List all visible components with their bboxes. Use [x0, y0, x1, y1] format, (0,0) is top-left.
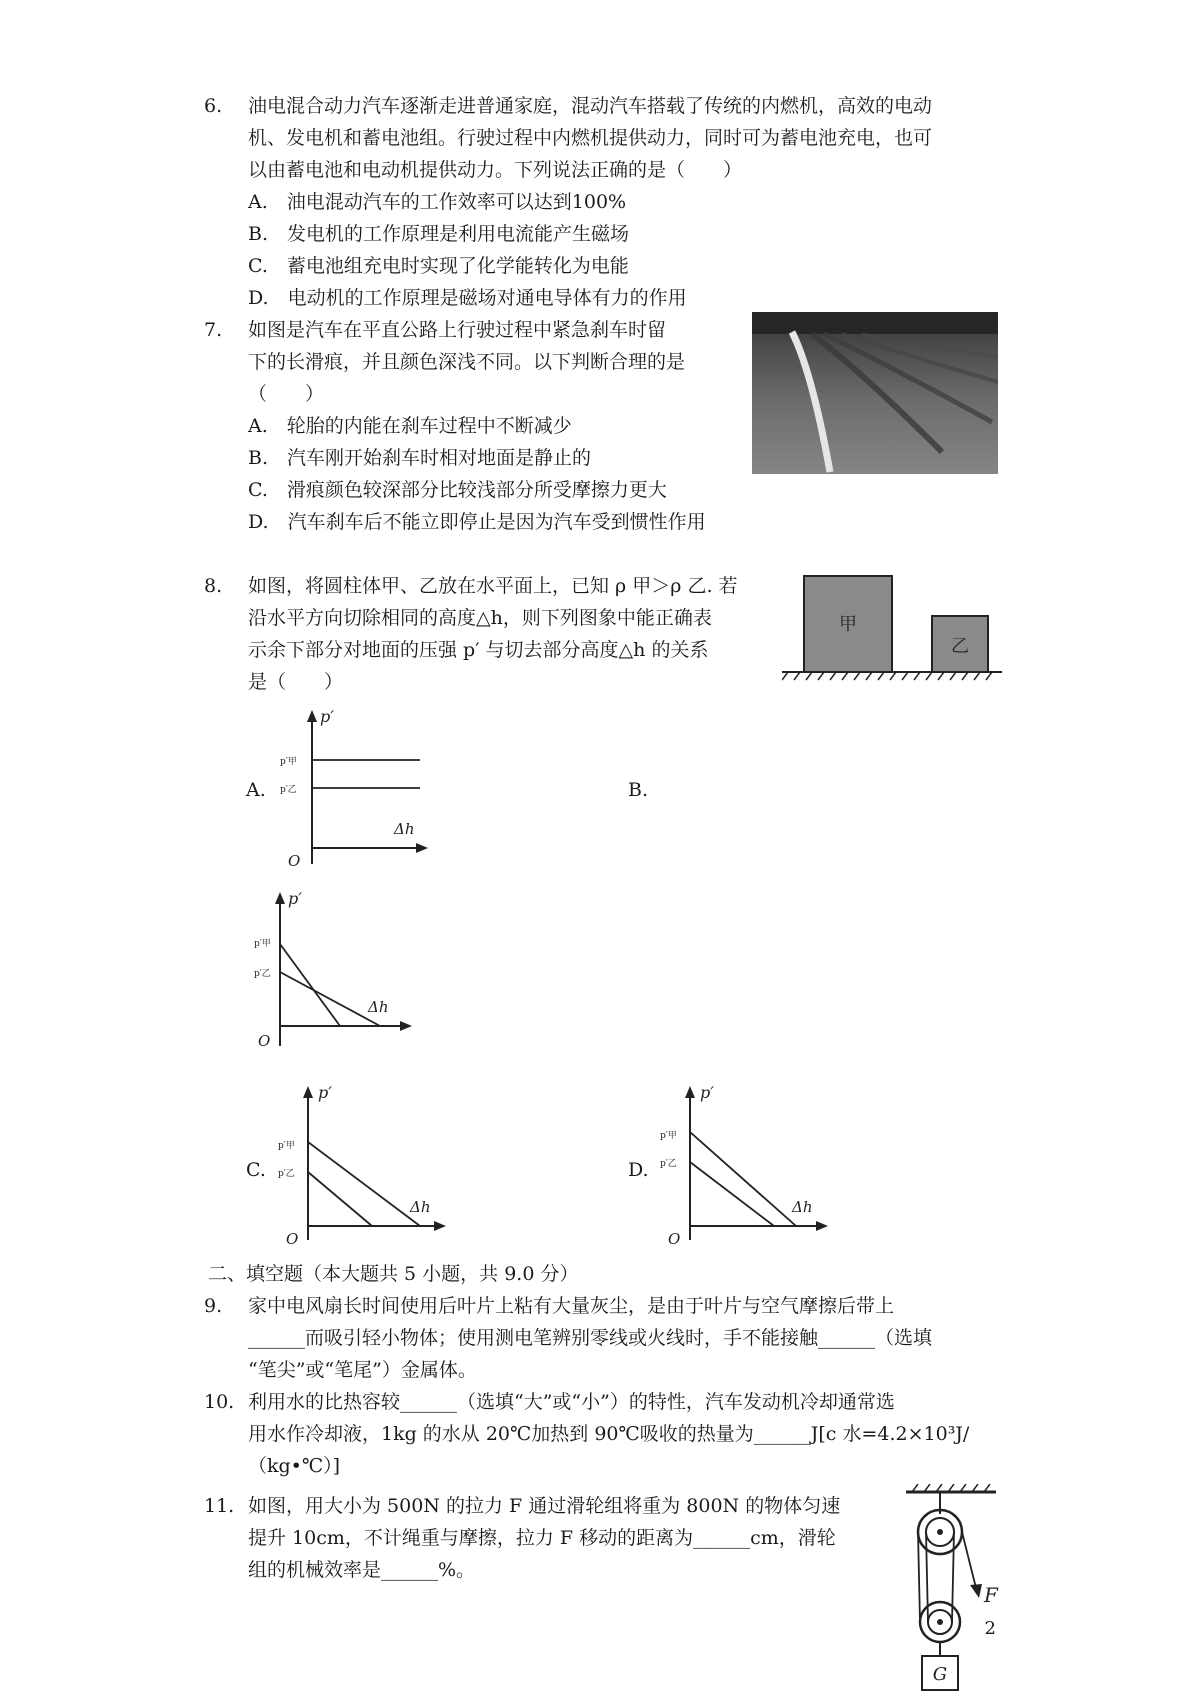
q11-line-1: 如图，用大小为 500N 的拉力 F 通过滑轮组将重为 800N 的物体匀速	[248, 1495, 841, 1517]
q9-line-3: “笔尖”或“笔尾”）金属体。	[248, 1359, 477, 1381]
q6-option-a: A. 油电混动汽车的工作效率可以达到100%	[248, 191, 627, 213]
graph-option-b	[254, 886, 424, 1056]
cylinder-b-label: 乙	[951, 636, 969, 657]
graph-c-tick-a: p′甲	[278, 1141, 295, 1151]
q6-number: 6.	[204, 95, 223, 117]
pulley-force-label: F	[984, 1583, 998, 1607]
q6-stem-line-3: 以由蓄电池和电动机提供动力。下列说法正确的是（ ）	[248, 159, 743, 181]
skid-marks-photo	[752, 312, 998, 474]
q7-stem-line-2: 下的长滑痕，并且颜色深浅不同。以下判断合理的是	[248, 351, 686, 373]
q9-line-2: ______而吸引轻小物体；使用测电笔辨别零线或火线时，手不能接触______（选填	[248, 1327, 933, 1349]
graph-b-tick-b: p′乙	[254, 969, 271, 979]
q8-option-c-label: C.	[246, 1159, 266, 1181]
q8-stem-line-1: 如图，将圆柱体甲、乙放在水平面上，已知 ρ 甲＞ρ 乙. 若	[248, 575, 738, 597]
q8-option-b-label: B.	[628, 779, 649, 801]
q8-stem-line-2: 沿水平方向切除相同的高度△h，则下列图象中能正确表	[248, 607, 712, 629]
graph-b-x-axis-label: Δh	[368, 998, 389, 1016]
q10-line-2: 用水作冷却液，1kg 的水从 20℃加热到 90℃吸收的热量为______J[c 水=4.2×10³J/	[248, 1423, 970, 1445]
graph-option-c	[278, 1080, 458, 1250]
q8-stem-line-4: 是（ ）	[248, 671, 344, 693]
graph-d-origin: O	[668, 1230, 681, 1248]
graph-d-y-axis-label: p′	[700, 1083, 714, 1102]
graph-option-a	[270, 704, 440, 874]
q11-line-3: 组的机械效率是______%。	[248, 1559, 476, 1581]
q7-stem-line-3: （ ）	[248, 383, 325, 405]
graph-a-tick-a: p′甲	[280, 757, 297, 767]
q11-line-2: 提升 10cm，不计绳重与摩擦，拉力 F 移动的距离为______cm，滑轮	[248, 1527, 836, 1549]
graph-a-tick-b: p′乙	[280, 785, 297, 795]
q7-option-c: C. 滑痕颜色较深部分比较浅部分所受摩擦力更大	[248, 479, 667, 501]
q8-option-a-label: A.	[246, 779, 266, 801]
pulley-figure	[896, 1484, 1006, 1696]
graph-c-y-axis-label: p′	[318, 1083, 332, 1102]
q8-option-d-label: D.	[628, 1159, 649, 1181]
graph-c-tick-b: p′乙	[278, 1169, 295, 1179]
q8-stem-line-3: 示余下部分对地面的压强 p′ 与切去部分高度△h 的关系	[248, 639, 709, 661]
q7-option-b: B. 汽车刚开始刹车时相对地面是静止的	[248, 447, 592, 469]
q7-option-a: A. 轮胎的内能在刹车过程中不断减少	[248, 415, 572, 437]
q7-option-d: D. 汽车刹车后不能立即停止是因为汽车受到惯性作用	[248, 511, 706, 533]
q7-number: 7.	[204, 319, 223, 341]
graph-a-x-axis-label: Δh	[394, 820, 415, 838]
graph-a-y-axis-label: p′	[320, 707, 334, 726]
graph-d-tick-b: p′乙	[660, 1159, 677, 1169]
q10-number: 10.	[204, 1391, 235, 1413]
section-2-heading: 二、填空题（本大题共 5 小题，共 9.0 分）	[208, 1263, 579, 1285]
q11-number: 11.	[204, 1495, 235, 1517]
graph-b-tick-a: p′甲	[254, 939, 271, 949]
cylinders-figure	[782, 568, 1002, 688]
q6-stem-line-2: 机、发电机和蓄电池组。行驶过程中内燃机提供动力，同时可为蓄电池充电，也可	[248, 127, 933, 149]
q8-number: 8.	[204, 575, 223, 597]
graph-c-x-axis-label: Δh	[410, 1198, 431, 1216]
graph-d-x-axis-label: Δh	[792, 1198, 813, 1216]
pulley-weight-label: G	[932, 1664, 948, 1685]
graph-b-origin: O	[258, 1032, 271, 1050]
q6-stem-line-1: 油电混合动力汽车逐渐走进普通家庭，混动汽车搭载了传统的内燃机，高效的电动	[248, 95, 933, 117]
q6-option-c: C. 蓄电池组充电时实现了化学能转化为电能	[248, 255, 629, 277]
q7-stem-line-1: 如图是汽车在平直公路上行驶过程中紧急刹车时留	[248, 319, 667, 341]
cylinder-a-label: 甲	[839, 614, 857, 635]
q6-option-b: B. 发电机的工作原理是利用电流能产生磁场	[248, 223, 630, 245]
graph-d-tick-a: p′甲	[660, 1131, 677, 1141]
q6-option-d: D. 电动机的工作原理是磁场对通电导体有力的作用	[248, 287, 687, 309]
graph-option-d	[660, 1080, 840, 1250]
q10-line-1: 利用水的比热容较______（选填“大”或“小”）的特性，汽车发动机冷却通常选	[248, 1391, 895, 1413]
q10-line-3: （kg•℃）]	[248, 1455, 341, 1477]
q9-line-1: 家中电风扇长时间使用后叶片上粘有大量灰尘，是由于叶片与空气摩擦后带上	[248, 1295, 895, 1317]
graph-a-origin: O	[288, 852, 301, 870]
q9-number: 9.	[204, 1295, 223, 1317]
graph-c-origin: O	[286, 1230, 299, 1248]
graph-b-y-axis-label: p′	[288, 889, 302, 908]
page-number: 2	[984, 1618, 996, 1639]
